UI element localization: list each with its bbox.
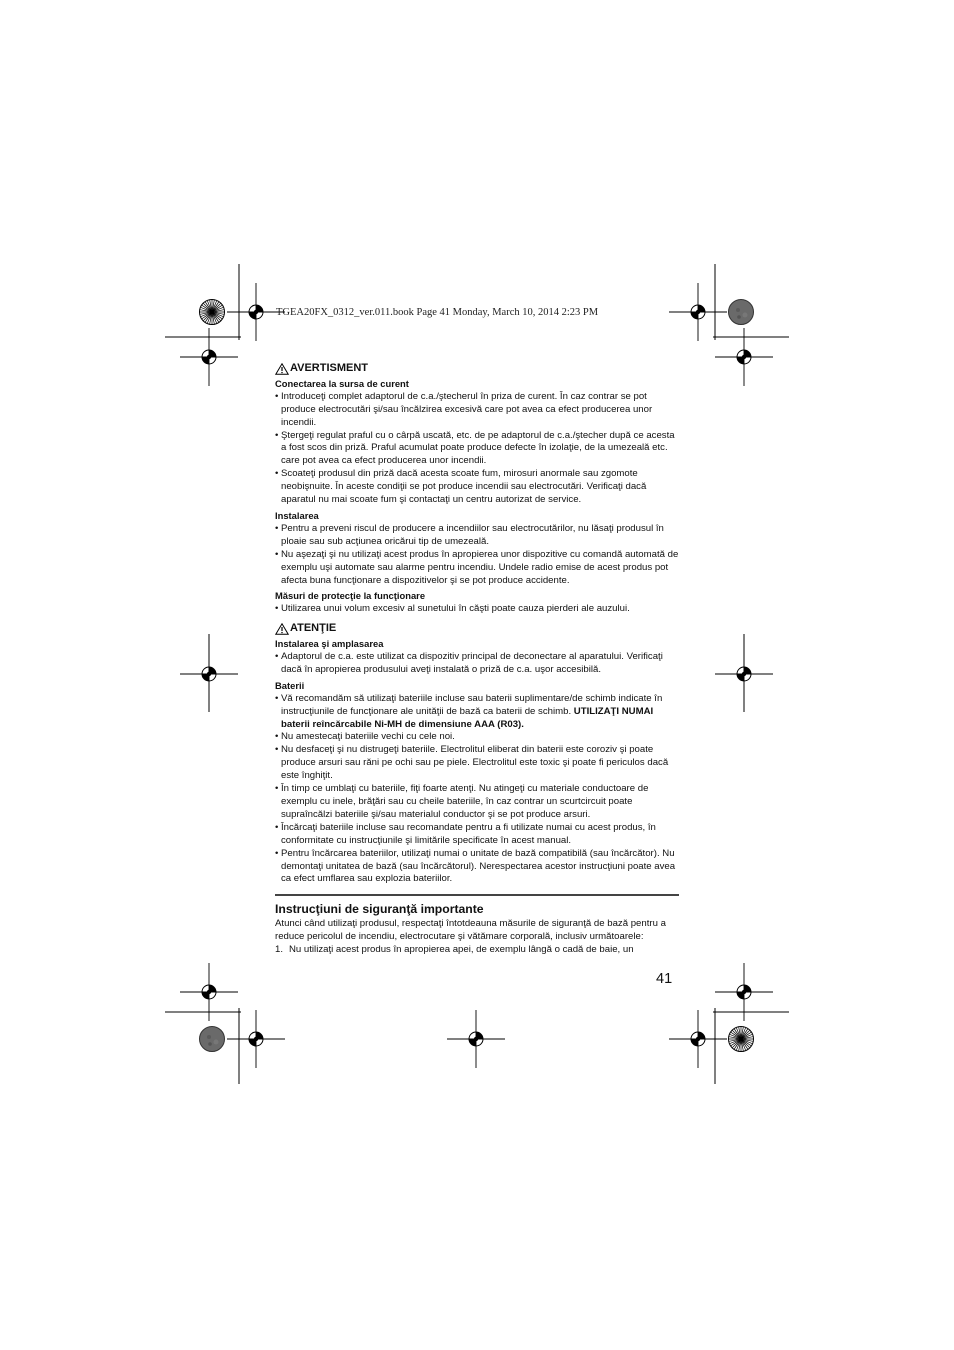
subheading-operation: Măsuri de protecţie la funcţionare — [275, 590, 426, 602]
subheading-batteries: Baterii — [275, 679, 305, 691]
caution-heading — [275, 622, 679, 635]
print-header: TGEA20FX_0312_ver.011.book Page 41 Monday, March 10, 2014 2:23 PM — [276, 307, 599, 318]
subheading-power: Conectarea la sursa de curent — [275, 377, 409, 389]
list-item: • Încărcaţi bateriile incluse sau recomandate pentru a fi utilizate numai cu acest produs, în conformitate cu instrucţiunile şi limitările specificate în acest manual. — [275, 822, 679, 848]
list-operation — [275, 603, 679, 616]
list-item: • Pentru a preveni riscul de producere a incendiilor sau electrocutărilor, nu lăsaţi produsul în ploaie sau sub acţiunea oricărui tip de umezeală. — [275, 523, 679, 549]
subheading-install: Instalarea — [275, 509, 319, 521]
list-item: • Nu desfaceţi şi nu distrugeţi bateriile. Electrolitul eliberat din baterii este coroziv şi poate produce arsuri sau răni pe ochi sau pe piele. Electrolitul este toxic şi poate fi periculos dacă este înghiţit. — [275, 744, 679, 783]
warning-title: AVERTISMENT — [290, 362, 369, 374]
list-item: • În timp ce umblaţi cu bateriile, fiţi foarte atenţi. Nu atingeţi cu materiale conductoare de exemplu cu inele, brăţări sau cu cheile bateriile, în caz contrar un scurtcircuit poate supraîncălzi bateriile şi/sau materialul conductor şi se pot produce arsuri. — [275, 783, 679, 822]
list-item: • Ştergeţi regulat praful cu o cârpă uscată, etc. de pe adaptorul de c.a./ştecher după ce acesta a fost scos din priză. Praful acumulat poate produce defecte în izolaţie, de la umezeală etc. care pot avea ca efect producerea unor incendii. — [275, 430, 679, 469]
list-item: • Scoateţi produsul din priză dacă acesta scoate fum, mirosuri anormale sau zgomote neobişnuite. În aceste condiţii se pot produce incendii sau electrocutări. Verificaţi dacă aparatul nu mai scoate fum şi contactaţi un centru autorizat de service. — [275, 468, 679, 507]
item-text: Nu utilizaţi acest produs în apropierea apei, de exemplu lângă o cadă de baie, un — [289, 944, 634, 956]
list-batteries — [275, 693, 679, 887]
item-number: 1. — [275, 944, 284, 956]
list-item — [275, 693, 679, 732]
warning-triangle-icon — [275, 363, 289, 375]
list-item: • Adaptorul de c.a. este utilizat ca dispozitiv principal de deconectare al aparatului. Verificaţi dacă în apropierea produsului aveţi instalată o priză de c.a. uşor accesibilă. — [275, 651, 679, 677]
caution-triangle-icon — [275, 623, 289, 635]
subheading-placement: Instalarea şi amplasarea — [275, 638, 384, 650]
list-item: • Utilizarea unui volum excesiv al sunetului în căşti poate cauza pierderi ale auzului. — [275, 603, 679, 616]
safety-intro: Atunci când utilizaţi produsul, respectaţi întotdeauna măsurile de siguranţă de bază pentru a reduce pericolul de incendiu, electrocutare şi vătămare corporală, inclusiv următoarele: — [275, 918, 666, 943]
list-install — [275, 523, 679, 588]
caution-title: ATENŢIE — [290, 622, 337, 635]
battery-recommendation-text: Vă recomandăm să utilizaţi bateriile incluse sau baterii suplimentare/de schimb indicate în instrucţiunile de funcţionare ale unităţii de bază ca baterii de schimb. — [281, 692, 663, 717]
section-title: Instrucţiuni de siguranţă importante — [275, 902, 484, 917]
list-placement — [275, 651, 679, 677]
list-item: • Nu amestecaţi bateriile vechi cu cele noi. — [275, 731, 679, 744]
list-item: • Pentru încărcarea bateriilor, utilizaţi numai o unitate de bază compatibilă (sau încărcător). Nu demontaţi unitatea de bază (sau încărcătorul). Nerespectarea acestor instrucţiuni poate avea ca efect umflarea sau explozia bateriilor. — [275, 848, 679, 887]
battery-recommendation-bold: UTILIZAŢI NUMAI baterii reîncărcabile Ni-MH de dimensiune AAA (R03). — [281, 705, 654, 730]
page-content — [275, 362, 679, 957]
list-item: • Nu aşezaţi şi nu utilizaţi acest produs în apropierea unor dispozitive cu comandă automată de exemplu uşi automate sau alarme pentru incendiu. Undele radio emise de acest produs pot afecta buna funcţionare a dispozitivelor şi se pot produce accidente. — [275, 549, 679, 588]
list-power — [275, 391, 679, 507]
numbered-item — [275, 944, 679, 957]
page-number: 41 — [656, 971, 673, 987]
section-divider — [275, 894, 679, 896]
list-item: • Introduceţi complet adaptorul de c.a./ştecherul în priza de curent. În caz contrar se pot produce electrocutări şi/sau încălzirea excesivă care pot avea ca efect producerea unor incendii. — [275, 391, 679, 430]
warning-heading — [275, 362, 679, 375]
